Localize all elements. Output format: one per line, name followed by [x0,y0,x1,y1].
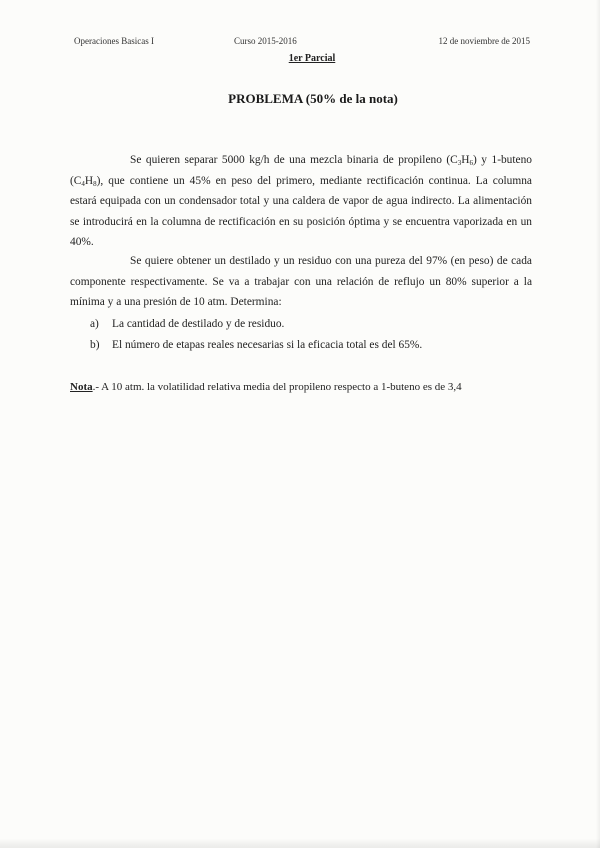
subscript: 3 [457,159,462,167]
exam-date: 12 de noviembre de 2015 [438,36,530,46]
scan-shadow-right [596,0,600,848]
question-marker: a) [90,318,99,330]
problem-title: PROBLEMA (50% de la nota) [228,91,398,106]
subscript: 8 [93,179,97,188]
subscript: 6 [469,159,474,167]
requirements-paragraph: Se quiere obtener un destilado y un residuo con una pureza del 97% (en peso) de cada componente respectivamente. Se va a trabajar con una relación de reflujo un 80% superior a la mínima y a una presión de 10 atm. Determina: [70,255,532,308]
course-name: Operaciones Basicas I [74,36,154,46]
questions-list [90,314,530,356]
academic-year: Curso 2015-2016 [234,36,297,46]
statement-text: H [84,174,94,187]
note-text: .- A 10 atm. la volatilidad relativa media del propileno respecto a 1-buteno es de 3,4 [92,381,462,393]
statement-text: ) y 1-buteno (C [70,154,532,187]
question-text: El número de etapas reales necesarias si la eficacia total es del 65%. [112,339,423,351]
question-item [90,335,530,356]
note-label: Nota [70,381,93,393]
question-text: La cantidad de destilado y de residuo. [112,318,285,330]
problem-statement-paragraph [70,150,532,253]
subscript: 4 [81,179,85,188]
question-marker: b) [90,339,100,351]
question-item [90,314,530,335]
page-header [74,36,530,50]
statement-text: ), que contiene un 45% en peso del primero, mediante rectificación continua. La columna estará equipada con un condensador total y una caldera de vapor de agua indirecto. La alimentación se introducirá en la columna de rectificación en su posición óptima y se encuentra vaporizada en un 40%. [70,174,532,248]
exam-title: 1er Parcial [288,53,336,64]
statement-text: H [461,154,470,166]
scan-shadow-bottom [0,838,600,848]
statement-text: Se quieren separar 5000 kg/h de una mezcla binaria de propileno (C [130,154,458,166]
note [70,377,532,397]
